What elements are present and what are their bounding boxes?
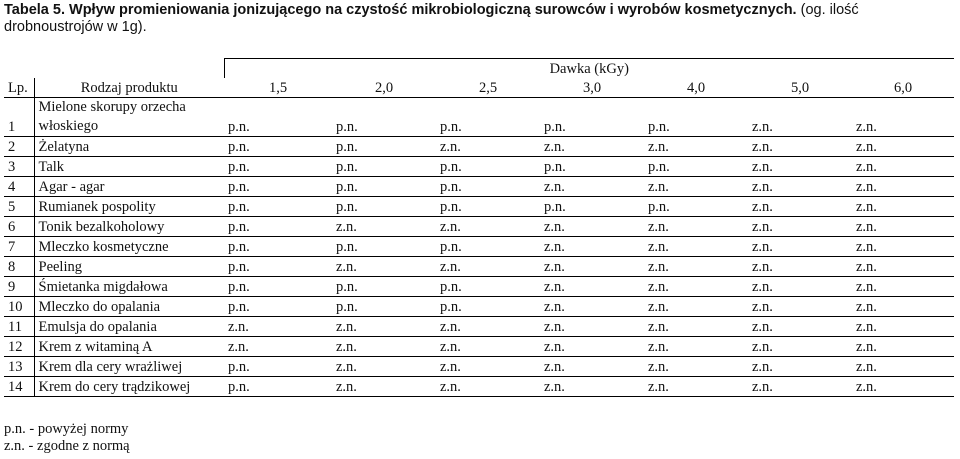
result-cell: z.n. bbox=[748, 317, 852, 337]
result-cell: z.n. bbox=[852, 237, 954, 257]
dose-header-row bbox=[4, 59, 954, 79]
result-cell: p.n. bbox=[436, 277, 540, 297]
result-cell: z.n. bbox=[852, 337, 954, 357]
result-cell: p.n. bbox=[332, 98, 436, 137]
result-cell: z.n. bbox=[436, 217, 540, 237]
result-cell: p.n. bbox=[644, 157, 748, 177]
result-cell: z.n. bbox=[332, 337, 436, 357]
result-cell: z.n. bbox=[540, 317, 644, 337]
result-cell: z.n. bbox=[436, 377, 540, 397]
result-cell: p.n. bbox=[332, 237, 436, 257]
table-row bbox=[4, 98, 954, 137]
result-cell: p.n. bbox=[436, 297, 540, 317]
dose-results-table bbox=[4, 58, 954, 397]
column-header-row bbox=[4, 78, 954, 98]
result-cell: z.n. bbox=[748, 257, 852, 277]
result-cell: z.n. bbox=[540, 177, 644, 197]
result-cell: z.n. bbox=[748, 197, 852, 217]
result-cell: z.n. bbox=[540, 277, 644, 297]
caption-label: Tabela 5. bbox=[4, 2, 65, 18]
result-cell: z.n. bbox=[540, 377, 644, 397]
dose-column-header: 2,0 bbox=[332, 78, 436, 98]
result-cell: p.n. bbox=[540, 98, 644, 137]
result-cell: p.n. bbox=[224, 297, 332, 317]
result-cell: z.n. bbox=[748, 357, 852, 377]
row-number: 14 bbox=[4, 377, 34, 397]
row-number: 8 bbox=[4, 257, 34, 277]
result-cell: p.n. bbox=[224, 98, 332, 137]
result-cell: z.n. bbox=[748, 297, 852, 317]
legend bbox=[4, 421, 130, 455]
dose-column-header: 2,5 bbox=[436, 78, 540, 98]
row-number: 5 bbox=[4, 197, 34, 217]
legend-item-zn: z.n. - zgodne z normą bbox=[4, 438, 130, 454]
result-cell: p.n. bbox=[332, 297, 436, 317]
product-name: Agar - agar bbox=[34, 177, 224, 197]
result-cell: p.n. bbox=[644, 98, 748, 137]
result-cell: z.n. bbox=[644, 237, 748, 257]
table-row bbox=[4, 237, 954, 257]
result-cell: p.n. bbox=[224, 137, 332, 157]
result-cell: p.n. bbox=[224, 377, 332, 397]
result-cell: p.n. bbox=[332, 197, 436, 217]
result-cell: p.n. bbox=[332, 277, 436, 297]
table-row bbox=[4, 137, 954, 157]
result-cell: p.n. bbox=[540, 197, 644, 217]
product-header: Rodzaj produktu bbox=[34, 78, 224, 98]
table-row bbox=[4, 197, 954, 217]
product-name: Emulsja do opalania bbox=[34, 317, 224, 337]
product-name: Tonik bezalkoholowy bbox=[34, 217, 224, 237]
product-name: Mielone skorupy orzecha włoskiego bbox=[34, 98, 224, 137]
table-row bbox=[4, 217, 954, 237]
result-cell: p.n. bbox=[436, 177, 540, 197]
result-cell: z.n. bbox=[332, 377, 436, 397]
result-cell: p.n. bbox=[436, 98, 540, 137]
result-cell: z.n. bbox=[852, 257, 954, 277]
result-cell: z.n. bbox=[540, 237, 644, 257]
result-cell: z.n. bbox=[852, 98, 954, 137]
product-name: Peeling bbox=[34, 257, 224, 277]
result-cell: z.n. bbox=[644, 337, 748, 357]
result-cell: z.n. bbox=[540, 297, 644, 317]
result-cell: z.n. bbox=[852, 197, 954, 217]
table-body bbox=[4, 98, 954, 397]
result-cell: z.n. bbox=[852, 297, 954, 317]
result-cell: p.n. bbox=[224, 197, 332, 217]
result-cell: z.n. bbox=[224, 337, 332, 357]
result-cell: z.n. bbox=[644, 277, 748, 297]
result-cell: z.n. bbox=[332, 317, 436, 337]
result-cell: z.n. bbox=[748, 137, 852, 157]
result-cell: p.n. bbox=[332, 137, 436, 157]
result-cell: z.n. bbox=[332, 217, 436, 237]
dose-column-header: 1,5 bbox=[224, 78, 332, 98]
result-cell: z.n. bbox=[748, 98, 852, 137]
result-cell: p.n. bbox=[436, 197, 540, 217]
result-cell: z.n. bbox=[644, 217, 748, 237]
dose-column-header: 4,0 bbox=[644, 78, 748, 98]
table-row bbox=[4, 297, 954, 317]
result-cell: z.n. bbox=[224, 317, 332, 337]
dose-header: Dawka (kGy) bbox=[224, 59, 954, 79]
result-cell: z.n. bbox=[748, 217, 852, 237]
result-cell: z.n. bbox=[852, 357, 954, 377]
product-name: Krem dla cery wrażliwej bbox=[34, 357, 224, 377]
result-cell: p.n. bbox=[224, 357, 332, 377]
row-number: 3 bbox=[4, 157, 34, 177]
result-cell: z.n. bbox=[644, 297, 748, 317]
product-name: Śmietanka migdałowa bbox=[34, 277, 224, 297]
result-cell: z.n. bbox=[644, 357, 748, 377]
product-name: Krem do cery trądzikowej bbox=[34, 377, 224, 397]
result-cell: z.n. bbox=[852, 317, 954, 337]
result-cell: z.n. bbox=[644, 137, 748, 157]
table-row bbox=[4, 277, 954, 297]
row-number: 10 bbox=[4, 297, 34, 317]
row-number: 11 bbox=[4, 317, 34, 337]
result-cell: z.n. bbox=[644, 177, 748, 197]
result-cell: p.n. bbox=[644, 197, 748, 217]
table-row bbox=[4, 177, 954, 197]
result-cell: z.n. bbox=[748, 377, 852, 397]
row-number: 12 bbox=[4, 337, 34, 357]
result-cell: p.n. bbox=[224, 257, 332, 277]
result-cell: z.n. bbox=[436, 137, 540, 157]
product-name: Krem z witaminą A bbox=[34, 337, 224, 357]
result-cell: z.n. bbox=[852, 137, 954, 157]
product-name: Rumianek pospolity bbox=[34, 197, 224, 217]
row-number: 9 bbox=[4, 277, 34, 297]
result-cell: z.n. bbox=[748, 177, 852, 197]
result-cell: p.n. bbox=[224, 157, 332, 177]
row-number: 1 bbox=[4, 98, 34, 137]
result-cell: z.n. bbox=[748, 337, 852, 357]
dose-column-header: 5,0 bbox=[748, 78, 852, 98]
row-number: 6 bbox=[4, 217, 34, 237]
product-name: Mleczko do opalania bbox=[34, 297, 224, 317]
result-cell: z.n. bbox=[332, 257, 436, 277]
result-cell: z.n. bbox=[748, 157, 852, 177]
table-row bbox=[4, 357, 954, 377]
result-cell: z.n. bbox=[748, 237, 852, 257]
result-cell: z.n. bbox=[644, 317, 748, 337]
result-cell: p.n. bbox=[332, 177, 436, 197]
row-number: 7 bbox=[4, 237, 34, 257]
product-name: Talk bbox=[34, 157, 224, 177]
result-cell: z.n. bbox=[436, 317, 540, 337]
caption-note: (og. ilość drobnoustrojów w 1g). bbox=[4, 2, 859, 35]
result-cell: p.n. bbox=[224, 237, 332, 257]
table-row bbox=[4, 257, 954, 277]
table-row bbox=[4, 377, 954, 397]
result-cell: z.n. bbox=[436, 337, 540, 357]
result-cell: p.n. bbox=[436, 237, 540, 257]
result-cell: z.n. bbox=[852, 277, 954, 297]
result-cell: z.n. bbox=[540, 357, 644, 377]
table-caption bbox=[4, 2, 954, 36]
result-cell: p.n. bbox=[224, 217, 332, 237]
result-cell: p.n. bbox=[436, 157, 540, 177]
result-cell: z.n. bbox=[540, 337, 644, 357]
result-cell: z.n. bbox=[852, 157, 954, 177]
result-cell: z.n. bbox=[332, 357, 436, 377]
result-cell: z.n. bbox=[852, 377, 954, 397]
dose-column-header: 3,0 bbox=[540, 78, 644, 98]
row-number: 4 bbox=[4, 177, 34, 197]
result-cell: z.n. bbox=[748, 277, 852, 297]
result-cell: z.n. bbox=[436, 357, 540, 377]
result-cell: z.n. bbox=[540, 217, 644, 237]
result-cell: p.n. bbox=[540, 157, 644, 177]
table-row bbox=[4, 337, 954, 357]
result-cell: p.n. bbox=[332, 157, 436, 177]
result-cell: p.n. bbox=[224, 177, 332, 197]
row-number: 2 bbox=[4, 137, 34, 157]
result-cell: p.n. bbox=[224, 277, 332, 297]
product-name: Mleczko kosmetyczne bbox=[34, 237, 224, 257]
row-number: 13 bbox=[4, 357, 34, 377]
caption-title: Wpływ promieniowania jonizującego na czystość mikrobiologiczną surowców i wyrobów kosmetycznych. bbox=[69, 2, 797, 18]
dose-column-header: 6,0 bbox=[852, 78, 954, 98]
result-cell: z.n. bbox=[540, 257, 644, 277]
result-cell: z.n. bbox=[436, 257, 540, 277]
result-cell: z.n. bbox=[644, 257, 748, 277]
result-cell: z.n. bbox=[852, 217, 954, 237]
result-cell: z.n. bbox=[540, 137, 644, 157]
result-cell: z.n. bbox=[644, 377, 748, 397]
result-cell: z.n. bbox=[852, 177, 954, 197]
legend-item-pn: p.n. - powyżej normy bbox=[4, 421, 129, 437]
table-row bbox=[4, 317, 954, 337]
product-name: Żelatyna bbox=[34, 137, 224, 157]
lp-header: Lp. bbox=[4, 78, 34, 98]
table-row bbox=[4, 157, 954, 177]
